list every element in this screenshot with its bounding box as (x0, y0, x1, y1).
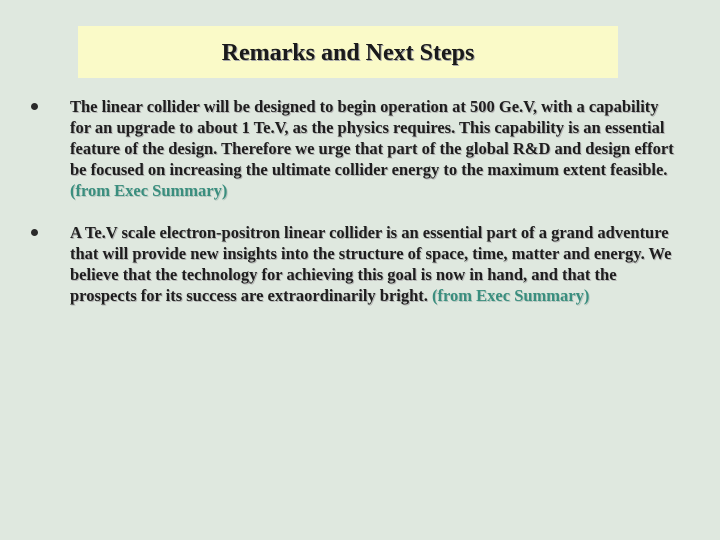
bullet-text: A Te.V scale electron-positron linear collider is an essential part of a grand adventure that will provide new insights into the structure of space, time, matter and energy. We believe that the technology for achieving this goal is now in hand, and that the prospects for its success are extraordinarily bright. (70, 223, 672, 305)
bullet-source: (from Exec Summary) (432, 286, 590, 305)
bullet-text: The linear collider will be designed to begin operation at 500 Ge.V, with a capability for an upgrade to about 1 Te.V, as the physics requires. This capability is an essential feature of the design. Therefore we urge that part of the global R&D and design effort be focused on increasing the ultimate collider energy to the maximum extent feasible. (70, 97, 674, 179)
bullet-dot-icon (31, 229, 38, 236)
bullet-item (30, 222, 680, 306)
bullet-source: (from Exec Summary) (70, 181, 228, 200)
bullet-dot-icon (31, 103, 38, 110)
title-box (78, 26, 618, 78)
slide-title: Remarks and Next Steps (221, 39, 475, 66)
bullet-item (30, 96, 680, 201)
bullet-list (30, 96, 680, 306)
